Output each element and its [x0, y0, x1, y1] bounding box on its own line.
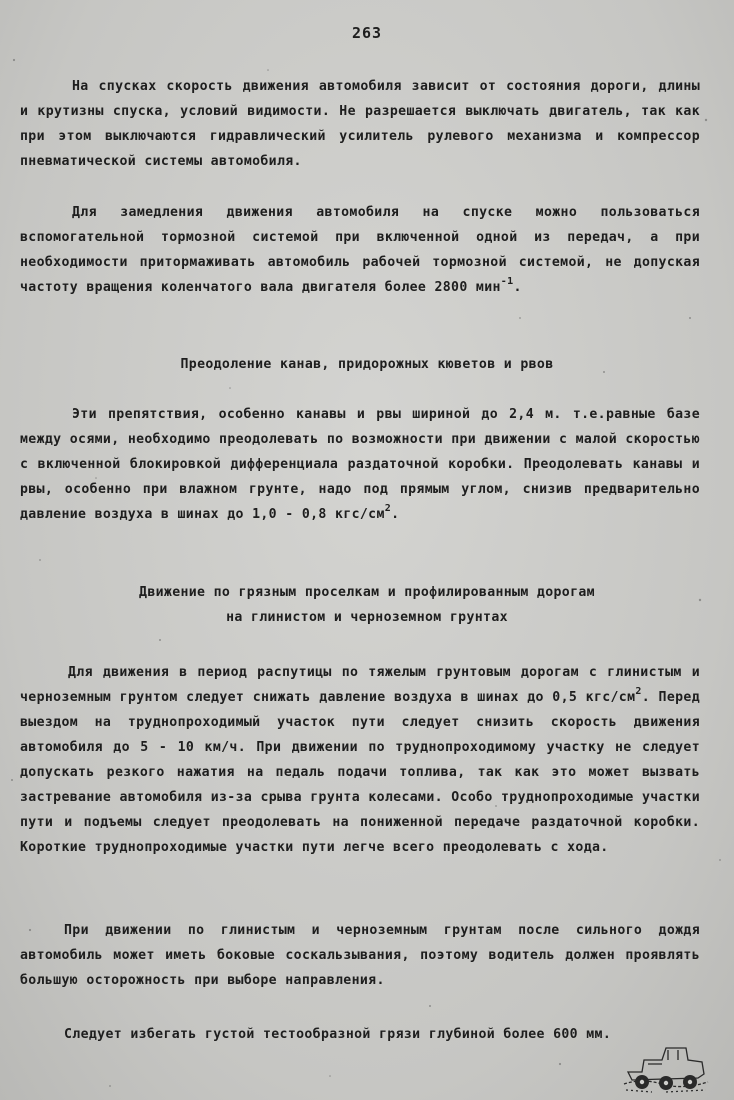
paragraph-descent-braking — [20, 200, 700, 300]
superscript: -1 — [500, 276, 514, 287]
superscript: 2 — [635, 686, 642, 697]
paragraph-text: Для замедления движения автомобиля на спуске можно пользоваться вспомогательной тормозной системой при включенной одной из передач, а при необходимости притормаживать автомобиль рабочей тормозной системой, не допуская частоту вращения коленчатого вала двигателя более 2800 мин — [20, 205, 700, 295]
truck-icon — [622, 1040, 710, 1098]
paragraph-mud-roads — [20, 660, 700, 860]
page-number: 263 — [351, 24, 383, 42]
paragraph-descent-speed: На спусках скорость движения автомобиля зависит от состояния дороги, длины и крутизны спуска, условий видимости. Не разрешается выключать двигатель, так как при этом выключаются гидравлический усилитель рулевого механизма и компрессор пневматической системы автомобиля. — [20, 79, 700, 169]
heading-line-2: на глинистом и черноземном грунтах — [226, 610, 508, 625]
superscript: 2 — [384, 503, 392, 514]
heading-line-1: Движение по грязным проселкам и профилированным дорогам — [139, 585, 595, 600]
paragraph-text: Для движения в период распутицы по тяжелым грунтовым дорогам с глинистым и черноземным грунтом следует снижать давление воздуха в шинах до 0,5 кгс/см — [20, 665, 700, 705]
paragraph-end: . — [513, 280, 522, 295]
section-heading-mud-roads — [0, 580, 734, 630]
paragraph-side-slipping: При движении по глинистым и черноземным грунтам после сильного дождя автомобиль может иметь боковые соскальзывания, поэтому водитель должен проявлять большую осторожность при выборе направления. — [20, 923, 700, 988]
paragraph-text-continued: . Перед выездом на труднопроходимый участок пути следует снизить скорость движения автомобиля до 5 - 10 км/ч. При движении по труднопроходимому участку не следует допускать резкого нажатия на педаль подачи топлива, так как это может вызвать застревание автомобиля из-за срыва грунта колесами. Особо труднопроходимые участки пути и подъемы следует преодолевать на пониженной передаче раздаточной коробки. Короткие труднопроходимые участки пути легче всего преодолевать с хода. — [20, 690, 700, 855]
paragraph-ditches — [20, 402, 700, 527]
section-heading-ditches: Преодоление канав, придорожных кюветов и рвов — [180, 357, 554, 372]
paragraph-text: Эти препятствия, особенно канавы и рвы шириной до 2,4 м. т.е.равные базе между осями, необходимо преодолевать по возможности при движении с малой скоростью с включенной блокировкой дифференциала раздаточной коробки. Преодолевать канавы и рвы, особенно при влажном грунте, надо под прямым углом, снизив предварительно давление воздуха в шинах до 1,0 - 0,8 кгс/см — [20, 407, 700, 522]
paragraph-end: . — [391, 507, 400, 522]
paragraph-deep-mud: Следует избегать густой тестообразной грязи глубиной более 600 мм. — [64, 1027, 612, 1042]
